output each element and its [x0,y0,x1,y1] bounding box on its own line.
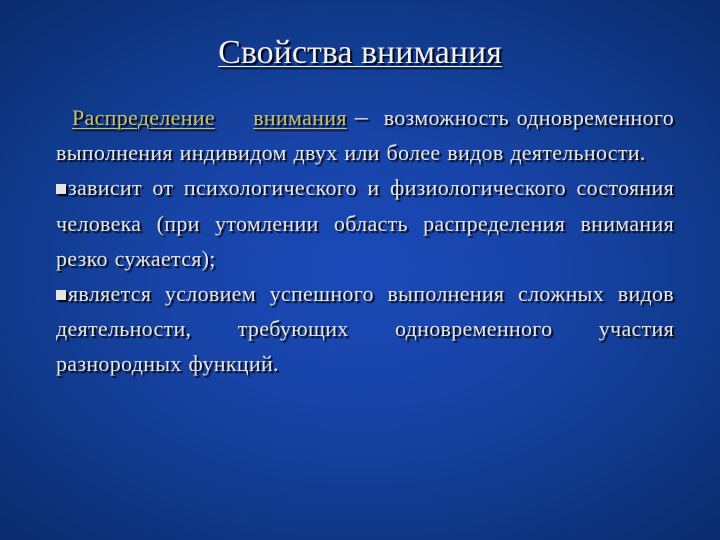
bullet-item [56,170,674,276]
definition-text: возможность одновременного выполнения индивидом двух или более видов деятельности. [56,105,674,166]
term-distribution: Распределение [72,105,215,130]
definition-dash: – [354,102,369,131]
bullet-text: зависит от психологического и физиологического состояния человека (при утомлении область распределения внимания резко сужается); [56,175,674,271]
slide-content [56,100,674,382]
term-attention: внимания [253,105,347,130]
bullet-text: является условием успешного выполнения сложных видов деятельности, требующих одновременного участия разнородных функций. [56,281,674,377]
square-bullet-icon [56,290,66,300]
definition-paragraph [56,100,674,170]
bullet-item [56,276,674,382]
square-bullet-icon [56,184,66,194]
slide-title: Свойства внимания [218,34,502,71]
